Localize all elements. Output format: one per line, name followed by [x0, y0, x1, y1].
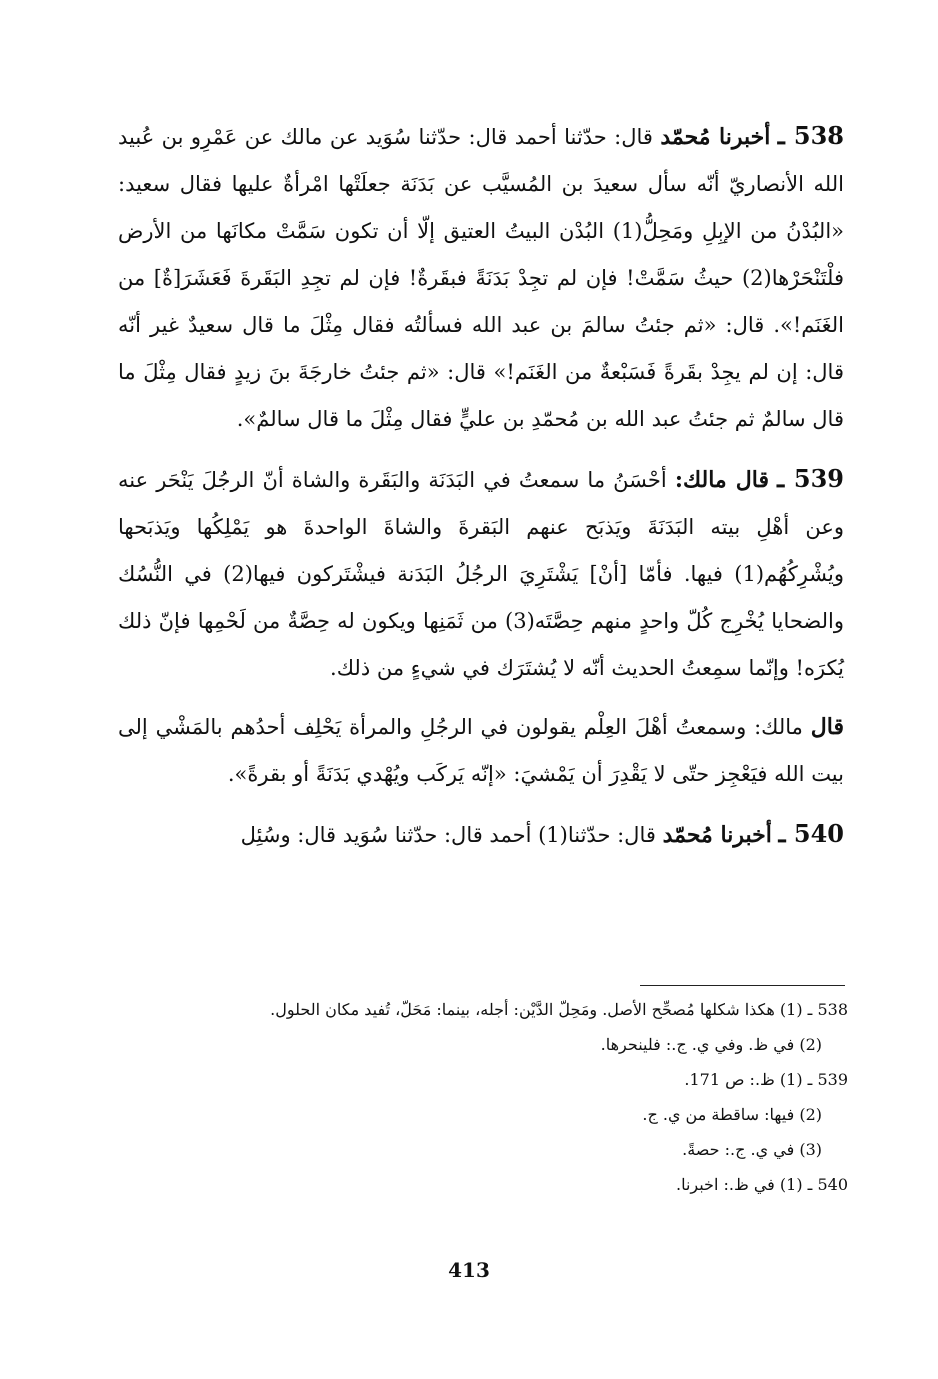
footnote-539-1: 539 ـ (1) ظ.: ص 171. — [684, 1070, 848, 1089]
footnote-540-1: 540 ـ (1) في ظ.: اخبرنا. — [675, 1175, 848, 1194]
hadith-number: 540 ـ — [778, 819, 844, 848]
page-number: 413 — [448, 1258, 490, 1282]
paragraph-malik-statement — [118, 704, 844, 798]
paragraph-lead: أخبرنا مُحمّد — [662, 822, 772, 848]
paragraph-text: مالك: وسمعتُ أهْلَ العِلْم يقولون في الرجُلِ والمرأة يَحْلِف أحدُهم بالمَشْي إلى بيت الله فيَعْجِز حتّى لا يَقْدِرَ أن يَمْشيَ: «إنّه يَركَب ويُهْدي بَدَنَةً أو بقرةً». — [118, 715, 844, 786]
footnotes — [118, 992, 848, 1202]
paragraph-text: قال: حدّثنا(1) أحمد قال: حدّثنا سُوَيد قال: وسُئِل — [240, 823, 656, 847]
footnote-539-2: (2) فيها: ساقطة من ي. ج. — [642, 1105, 822, 1124]
footnote-539-3: (3) في ي. ج.: حصةً. — [682, 1140, 822, 1159]
paragraph-text: أحْسَنُ ما سمعتُ في البَدَنَة والبَقَرة والشاة أنّ الرجُلَ يَنْحَر عنه وعن أهْلِ بيته البَدَنَةَ ويَذبَح عنهم البَقرةَ والشاةَ الواحدةَ هو يَمْلِكُها ويَذبَحها ويُشْرِكُهُم(1) فيها. فأمّا [أنْ] يَشْتَرِيَ الرجُلُ البَدَنة فيشْتَركون فيها(2) في النُّسُك والضحايا يُخْرِج كُلّ واحدٍ منهم حِصَّتَه(3) من ثَمَنِها ويكون له حِصَّةٌ من لَحْمِها فإنّ ذلك يُكرَه! وإنّما سمِعتُ الحديث أنّه لا يُشتَرَك في شيءٍ من ذلك. — [118, 468, 844, 680]
footnote-538-2: (2) في ظ. وفي ي. ج.: فلينحرها. — [600, 1035, 822, 1054]
paragraph-lead: قال — [810, 714, 844, 740]
paragraph-540 — [118, 810, 844, 859]
paragraph-539 — [118, 455, 844, 692]
main-text — [118, 112, 844, 871]
hadith-number: 539 ـ — [777, 464, 844, 493]
paragraph-lead: أخبرنا مُحمّد — [660, 124, 771, 150]
hadith-number: 538 ـ — [777, 121, 844, 150]
paragraph-text: قال: حدّثنا أحمد قال: حدّثنا سُوَيد عن مالك عن عَمْرِو بن عُبيد الله الأنصاريّ أنّه سأل سعيدَ بن المُسيَّب عن بَدَنَة جعلَتْها امْرأةٌ عليها فقال سعيد: «البُدْنُ من الإبِلِ ومَحِلُّ(1) البُدْن البيتُ العتيق إلّا أن تكون سَمَّتْ مكانَها من الأرض فلْتَنْحَرْها(2) حيثُ سَمَّتْ! فإن لم تجِدْ بَدَنَةً فبقَرةٌ! فإن لم تجِدِ البَقَرةَ فَعَشَرَ[ةٌ] من الغَنَم!». قال: «ثم جئتُ سالمَ بن عبد الله فسألتُه فقال مِثْلَ ما قال سعيدٌ غير أنّه قال: إن لم يجِدْ بقَرةً فَسَبْعةٌ من الغَنَم!» قال: «ثم جئتُ خارجَةَ بنَ زيدٍ فقال مِثْلَ ما قال سالمٌ ثم جئتُ عبد الله بن مُحمّدِ بن عليٍّ فقال مِثْلَ ما قال سالمٌ». — [118, 125, 844, 431]
paragraph-lead: قال مالك: — [674, 467, 769, 493]
footnote-538-1: 538 ـ (1) هكذا شكلها مُصحِّح الأصل. ومَحِلّ الدَّيْن: أجله، بينما: مَحَلّ، تُفيد مكان الحلول. — [270, 1000, 848, 1019]
paragraph-538 — [118, 112, 844, 443]
footnote-divider — [640, 985, 845, 986]
